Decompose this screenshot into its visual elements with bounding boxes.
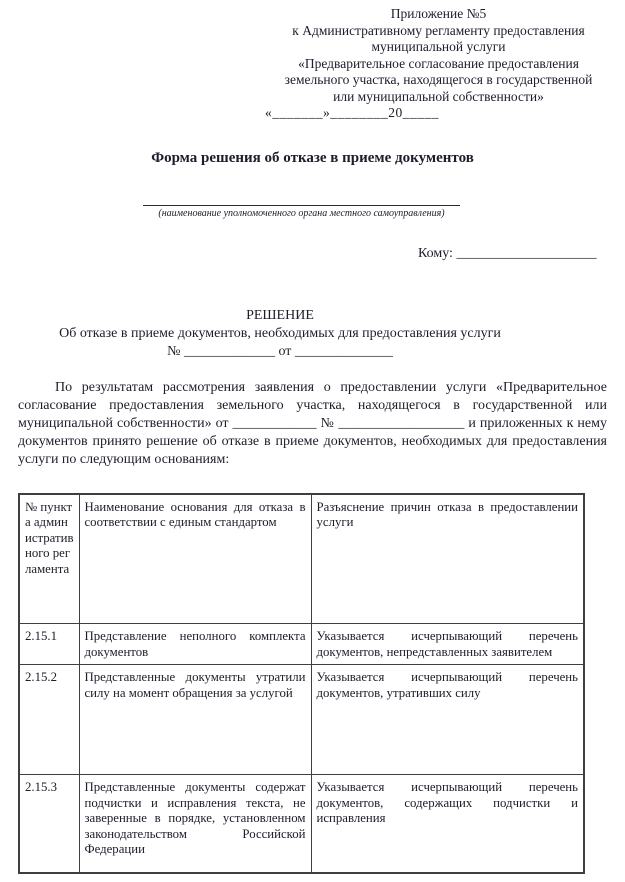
cell-regulation-number: 2.15.1 — [19, 624, 79, 665]
appendix-line: к Административному регламенту предоставления — [292, 22, 585, 38]
cell-explanation: Указывается исчерпывающий перечень документов, непредставленных заявителем — [311, 624, 584, 665]
cell-regulation-number: 2.15.2 — [19, 665, 79, 775]
cell-explanation: Указывается исчерпывающий перечень документов, утративших силу — [311, 665, 584, 775]
org-signature-line — [143, 205, 460, 220]
appendix-header-block — [265, 6, 612, 122]
org-caption: (наименование уполномоченного органа местного самоуправления) — [158, 207, 445, 219]
appendix-line: муниципальной услуги — [371, 39, 506, 54]
decision-block — [20, 307, 540, 361]
cell-regulation-number: 2.15.3 — [19, 775, 79, 873]
cell-basis: Представление неполного комплекта документов — [79, 624, 311, 665]
to-blank: ____________________ — [456, 245, 597, 261]
to-line — [418, 245, 625, 263]
form-title: Форма решения об отказе в приеме документов — [151, 149, 474, 166]
header-cell-explanation: Разъяснение причин отказа в предоставлении услуги — [311, 494, 584, 624]
cell-explanation: Указывается исчерпывающий перечень документов, содержащих подчистки и исправления — [311, 775, 584, 873]
cell-basis: Представленные документы утратили силу на момент обращения за услугой — [79, 665, 311, 775]
body-paragraph: По результатам рассмотрения заявления о предоставлении услуги «Предварительное согласование предоставления земельного участка, находящегося в государственной или муниципальной собственности» от ____________ № __________________ и приложенных к нему документов принято решение об отказе в приеме документов, необходимых для предоставления услуги по следующим основаниям: — [18, 379, 607, 467]
table-header-row — [19, 494, 584, 624]
date-blank-line: «_______»________20_____ — [265, 105, 439, 120]
decision-number-line: № _____________ от ______________ — [167, 343, 393, 359]
header-cell-regulation-number: № пункта административного регламента — [19, 494, 79, 624]
cell-basis: Представленные документы содержат подчистки и исправления текста, не заверенные в порядке, установленном законодательством Российской Федерации — [79, 775, 311, 873]
appendix-line: Приложение №5 — [390, 6, 487, 21]
to-label: Кому: — [418, 245, 453, 261]
table-row — [19, 775, 584, 873]
decision-title: РЕШЕНИЕ — [246, 307, 314, 323]
appendix-line: «Предварительное согласование предоставления — [298, 55, 579, 71]
appendix-line: земельного участка, находящегося в государственной — [284, 72, 593, 87]
header-cell-basis: Наименование основания для отказа в соответствии с единым стандартом — [79, 494, 311, 624]
decision-subtitle: Об отказе в приеме документов, необходимых для предоставления услуги — [59, 325, 501, 341]
table-row — [19, 665, 584, 775]
appendix-line: или муниципальной собственности» — [333, 88, 544, 104]
refusal-reasons-table — [18, 493, 585, 874]
table-row — [19, 624, 584, 665]
